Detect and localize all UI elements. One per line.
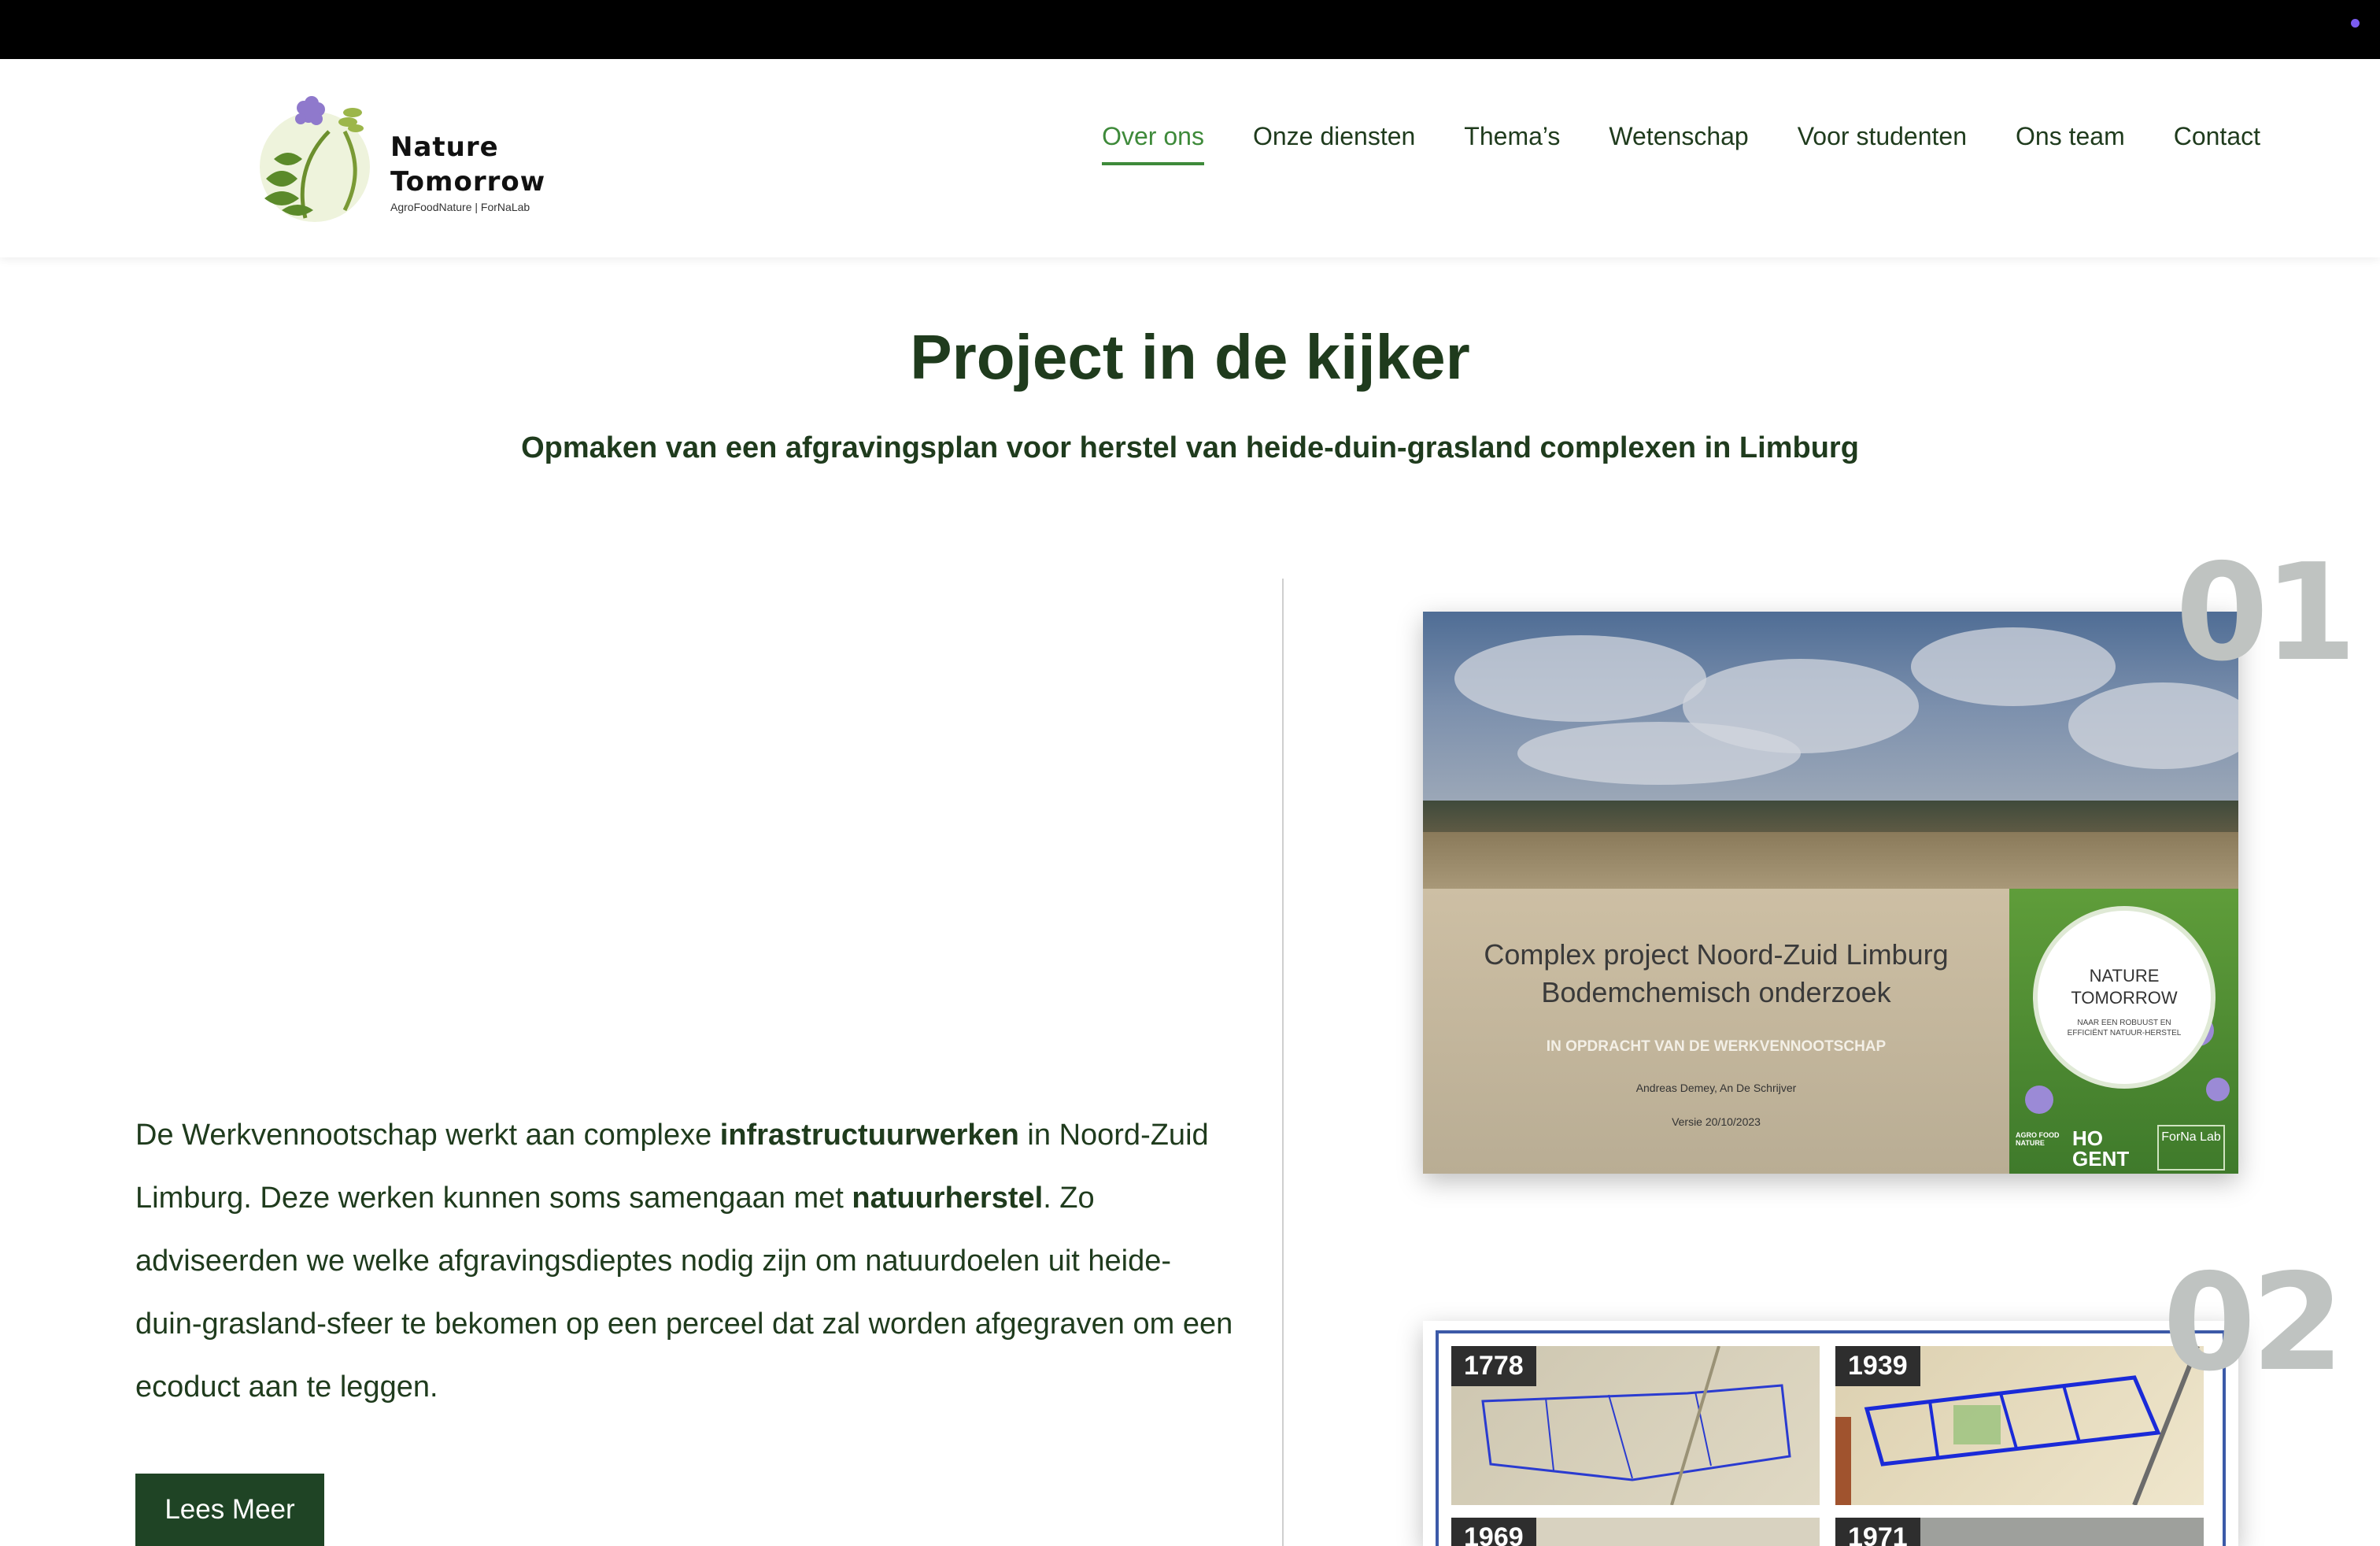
badge-line1: NATURE	[2089, 966, 2160, 986]
map-year-label: 1778	[1451, 1346, 1536, 1386]
nature-tomorrow-badge	[2033, 906, 2216, 1089]
hogent-logo: HO GENT	[2072, 1126, 2130, 1171]
card-number-02: 02	[2163, 1245, 2340, 1401]
top-bar	[0, 0, 2380, 59]
card-number-01: 01	[2175, 535, 2352, 691]
main-nav	[1053, 122, 2260, 165]
report-cover-side-panel	[2009, 889, 2238, 1174]
logo-subtitle: AgroFoodNature | ForNaLab	[390, 201, 530, 213]
nav-item-wetenschap[interactable]: Wetenschap	[1609, 122, 1749, 150]
site-logo[interactable]	[250, 92, 546, 226]
report-title-line2: Bodemchemisch onderzoek	[1541, 976, 1891, 1008]
historic-map-1778	[1451, 1346, 1820, 1505]
map-year-label: 1939	[1835, 1346, 1920, 1386]
historic-map-1971	[1835, 1518, 2204, 1546]
description-bold-natuurherstel: natuurherstel	[852, 1182, 1044, 1215]
nav-item-voor-studenten[interactable]: Voor studenten	[1797, 122, 1967, 150]
site-header	[0, 59, 2380, 257]
lees-meer-button[interactable]: Lees Meer	[135, 1474, 324, 1546]
section-subtitle: Opmaken van een afgravingsplan voor herstel van heide-duin-grasland complexen in Limburg	[521, 431, 1859, 464]
description-part1: De Werkvennootschap werkt aan complexe	[135, 1119, 720, 1152]
report-authors: Andreas Demey, An De Schrijver	[1635, 1082, 1797, 1094]
report-title-line1: Complex project Noord-Zuid Limburg	[1484, 938, 1949, 971]
nav-item-themas[interactable]: Thema’s	[1464, 122, 1561, 150]
map-year-label: 1969	[1451, 1518, 1536, 1546]
nav-item-ons-team[interactable]: Ons team	[2016, 122, 2125, 150]
logo-title-line2: Tomorrow	[390, 166, 546, 198]
agrofoodnature-logo: AGRO FOOD NATURE	[2016, 1131, 2060, 1147]
vertical-divider	[1282, 579, 1284, 1546]
badge-line2: TOMORROW	[2071, 988, 2178, 1008]
status-dot	[2351, 19, 2360, 28]
report-version: Versie 20/10/2023	[1672, 1115, 1761, 1128]
fornalab-logo: ForNa Lab	[2157, 1125, 2225, 1171]
historic-map-1969	[1451, 1518, 1820, 1546]
description-bold-infrastructuur: infrastructuurwerken	[719, 1119, 1019, 1152]
sky-image	[1423, 612, 2238, 824]
logo-title-line1: Nature	[390, 131, 499, 163]
historic-map-1939	[1835, 1346, 2204, 1505]
badge-line3: NAAR EEN ROBUUST EN EFFICIËNT NATUUR-HERSTEL	[2067, 1019, 2182, 1037]
map-year-label: 1971	[1835, 1518, 1920, 1546]
nav-item-over-ons[interactable]: Over ons	[1102, 122, 1204, 165]
nav-item-contact[interactable]: Contact	[2173, 122, 2260, 150]
report-subtitle: IN OPDRACHT VAN DE WERKVENNOOTSCHAP	[1546, 1038, 1887, 1055]
nav-item-onze-diensten[interactable]: Onze diensten	[1252, 122, 1416, 150]
project-description	[135, 1104, 1237, 1418]
logo-text	[390, 130, 545, 213]
partner-logos	[2016, 1125, 2233, 1171]
project-card-report[interactable]	[1423, 612, 2238, 1174]
project-card-maps[interactable]	[1423, 1321, 2238, 1546]
plant-logo-icon	[250, 92, 392, 226]
description-part2: in Noord-Zuid Limburg. Deze werken kunnen soms samengaan met	[135, 1119, 1209, 1215]
report-title	[1423, 936, 2009, 1012]
report-cover-text-area	[1423, 889, 2009, 1174]
section-title: Project in de kijker	[910, 322, 1470, 392]
treeline-image	[1423, 801, 2238, 832]
description-part3: . Zo adviseerden we welke afgravingsdieptes nodig zijn om natuurdoelen uit heide-duin-grasland-sfeer te bekomen op een perceel dat zal worden afgegraven om een ecoduct aan te leggen.	[135, 1182, 1233, 1404]
